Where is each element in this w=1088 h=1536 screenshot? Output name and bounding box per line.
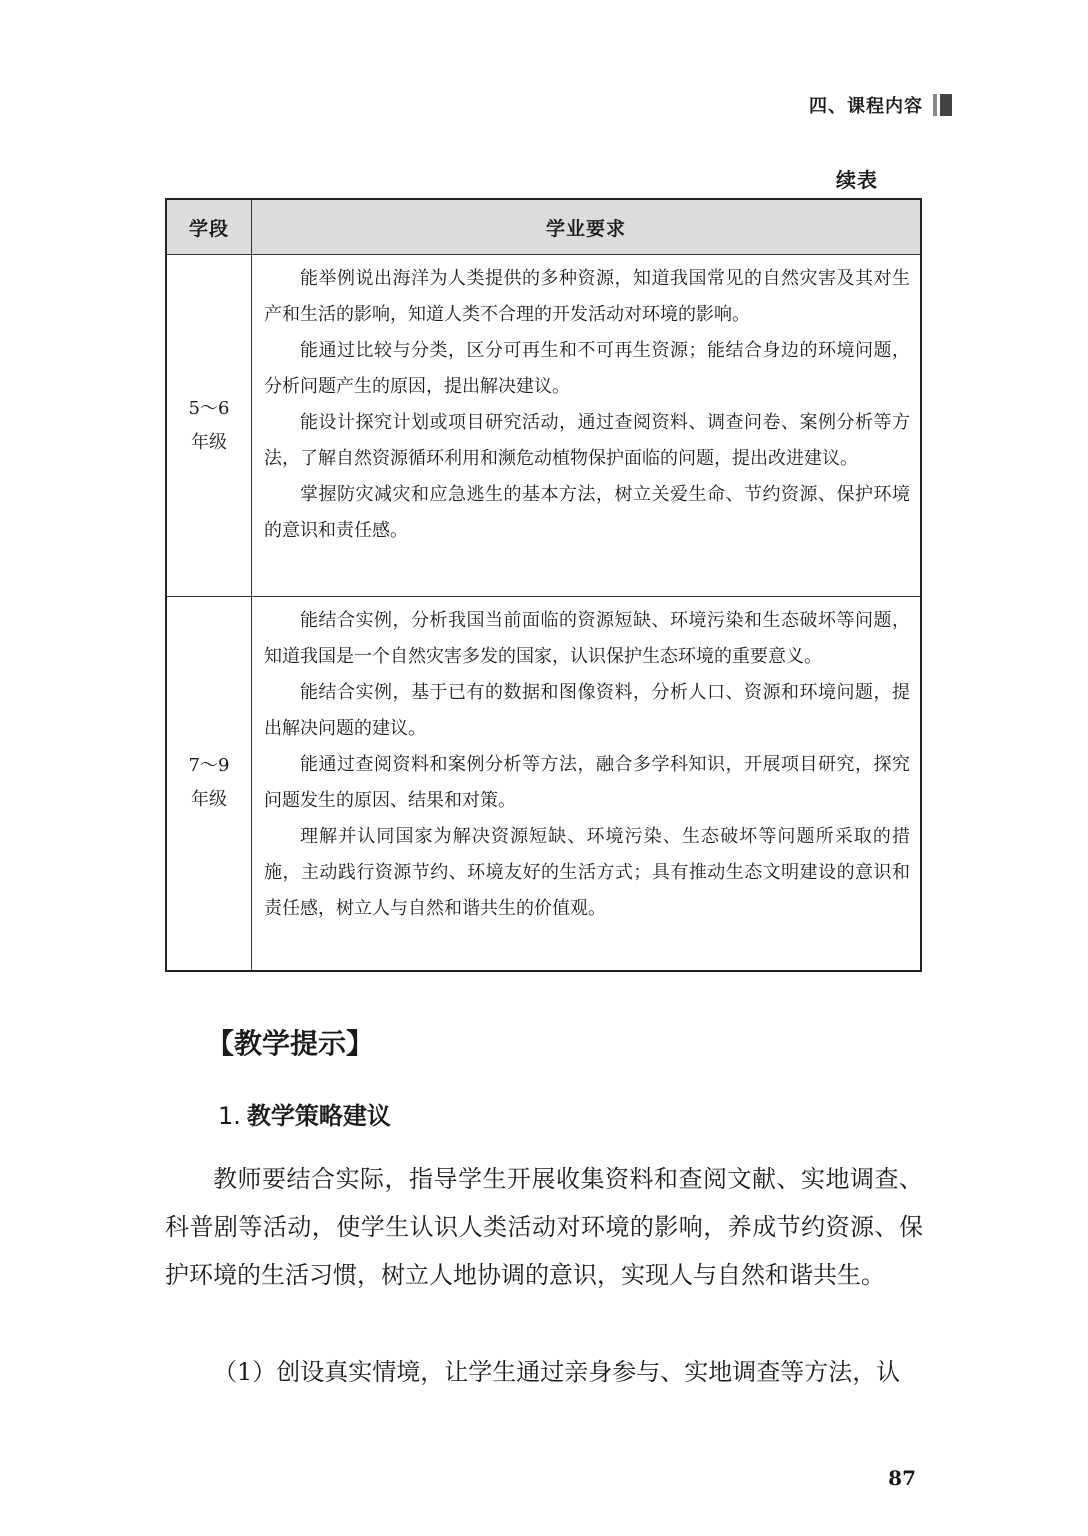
requirement-paragraph: 能结合实例，分析我国当前面临的资源短缺、环境污染和生态破坏等问题，知道我国是一个自然灾害多发的国家，认识保护生态环境的重要意义。 bbox=[264, 610, 910, 667]
stage-cell bbox=[166, 597, 252, 971]
body-paragraph-block bbox=[165, 1348, 923, 1396]
requirement-paragraph: 能结合实例，基于已有的数据和图像资料，分析人口、资源和环境问题，提出解决问题的建议。 bbox=[264, 682, 910, 739]
requirements-cell bbox=[252, 255, 922, 597]
requirements-cell bbox=[252, 597, 922, 971]
requirement-paragraph: 能通过比较与分类，区分可再生和不可再生资源；能结合身边的环境问题，分析问题产生的原因，提出解决建议。 bbox=[264, 340, 910, 397]
requirement-paragraph: 理解并认同国家为解决资源短缺、环境污染、生态破坏等问题所采取的措施，主动践行资源节约、环境友好的生活方式；具有推动生态文明建设的意识和责任感，树立人与自然和谐共生的价值观。 bbox=[264, 826, 910, 919]
table-row bbox=[166, 255, 921, 597]
subsection-title: 教学策略建议 bbox=[246, 1102, 391, 1130]
table-header-row bbox=[166, 199, 921, 255]
stage-range: 7～9 bbox=[188, 755, 230, 777]
stage-unit: 年级 bbox=[191, 431, 227, 453]
stage-range: 5～6 bbox=[188, 397, 230, 419]
requirement-paragraph: 能设计探究计划或项目研究活动，通过查阅资料、调查问卷、案例分析等方法，了解自然资源循环利用和濒危动植物保护面临的问题，提出改进建议。 bbox=[264, 412, 910, 469]
running-head bbox=[809, 92, 952, 118]
requirement-paragraph: 能举例说出海洋为人类提供的多种资源，知道我国常见的自然灾害及其对生产和生活的影响，知道人类不合理的开发活动对环境的影响。 bbox=[264, 268, 910, 325]
subsection-number: 1. bbox=[218, 1102, 241, 1130]
header-stage: 学段 bbox=[166, 199, 252, 255]
body-paragraph: 教师要结合实际，指导学生开展收集资料和查阅文献、实地调查、科普剧等活动，使学生认识人类活动对环境的影响，养成节约资源、保护环境的生活习惯，树立人地协调的意识，实现人与自然和谐共生。 bbox=[165, 1165, 923, 1289]
subsection-heading bbox=[218, 1096, 391, 1131]
chapter-marker-icon bbox=[933, 94, 952, 116]
table-continued-label: 续表 bbox=[836, 168, 878, 192]
body-paragraph-block bbox=[165, 1155, 923, 1299]
requirement-paragraph: 掌握防灾减灾和应急逃生的基本方法，树立关爱生命、节约资源、保护环境的意识和责任感。 bbox=[264, 484, 910, 541]
page-number: 87 bbox=[888, 1466, 916, 1490]
body-paragraph: （1）创设真实情境，让学生通过亲身参与、实地调查等方法，认 bbox=[213, 1358, 901, 1386]
running-head-title: 四、课程内容 bbox=[809, 96, 923, 117]
stage-cell bbox=[166, 255, 252, 597]
requirements-table bbox=[165, 198, 922, 972]
section-heading: 【教学提示】 bbox=[206, 1027, 375, 1060]
header-requirements: 学业要求 bbox=[252, 199, 922, 255]
requirement-paragraph: 能通过查阅资料和案例分析等方法，融合多学科知识，开展项目研究，探究问题发生的原因、结果和对策。 bbox=[264, 754, 910, 811]
stage-unit: 年级 bbox=[191, 789, 227, 811]
table-row bbox=[166, 597, 921, 971]
